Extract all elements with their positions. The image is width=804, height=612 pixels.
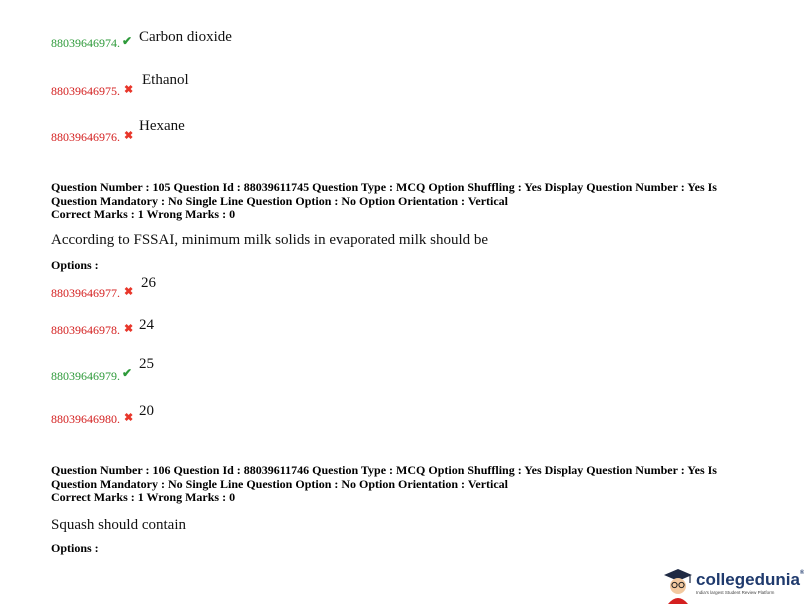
question-marks: Correct Marks : 1 Wrong Marks : 0 <box>51 207 236 221</box>
cross-icon: ✖ <box>124 84 134 96</box>
cross-icon: ✖ <box>124 286 134 298</box>
options-label: Options : <box>51 541 99 555</box>
mascot-icon <box>662 566 694 604</box>
question-meta-line: Question Number : 105 Question Id : 88039611745 Question Type : MCQ Option Shuffling : Yes Display Question Number : Yes Is <box>51 180 717 194</box>
check-icon: ✔ <box>122 366 133 380</box>
option-id: 88039646978. <box>51 323 120 337</box>
option-text: Hexane <box>139 118 185 134</box>
question-meta <box>51 464 751 505</box>
options-label: Options : <box>51 258 99 272</box>
question-text: According to FSSAI, minimum milk solids in evaporated milk should be <box>51 232 489 248</box>
cross-icon: ✖ <box>124 412 134 424</box>
option-id: 88039646977. <box>51 286 120 300</box>
question-text: Squash should contain <box>51 517 186 533</box>
collegedunia-logo <box>662 566 804 606</box>
question-marks: Correct Marks : 1 Wrong Marks : 0 <box>51 490 236 504</box>
option-id: 88039646974. <box>51 36 120 50</box>
option-text: 26 <box>141 275 156 291</box>
option-text: Ethanol <box>142 72 189 88</box>
option-text: 24 <box>139 317 154 333</box>
check-icon: ✔ <box>122 34 133 48</box>
option-text: Carbon dioxide <box>139 29 232 45</box>
option-id: 88039646975. <box>51 84 120 98</box>
option-text: 25 <box>139 356 154 372</box>
question-meta-line: Question Mandatory : No Single Line Question Option : No Option Orientation : Vertical <box>51 193 509 208</box>
question-meta <box>51 181 751 222</box>
cross-icon: ✖ <box>124 130 134 142</box>
option-id: 88039646980. <box>51 412 120 426</box>
cross-icon: ✖ <box>124 323 134 335</box>
logo-wordmark: collegedunia® <box>696 570 804 589</box>
question-meta-line: Question Number : 106 Question Id : 88039611746 Question Type : MCQ Option Shuffling : Yes Display Question Number : Yes Is <box>51 463 717 477</box>
option-id: 88039646976. <box>51 130 120 144</box>
logo-tagline: India's largest Student Review Platform <box>696 590 775 595</box>
question-meta-line: Question Mandatory : No Single Line Question Option : No Option Orientation : Vertical <box>51 476 509 491</box>
option-text: 20 <box>139 403 154 419</box>
option-id: 88039646979. <box>51 369 120 383</box>
